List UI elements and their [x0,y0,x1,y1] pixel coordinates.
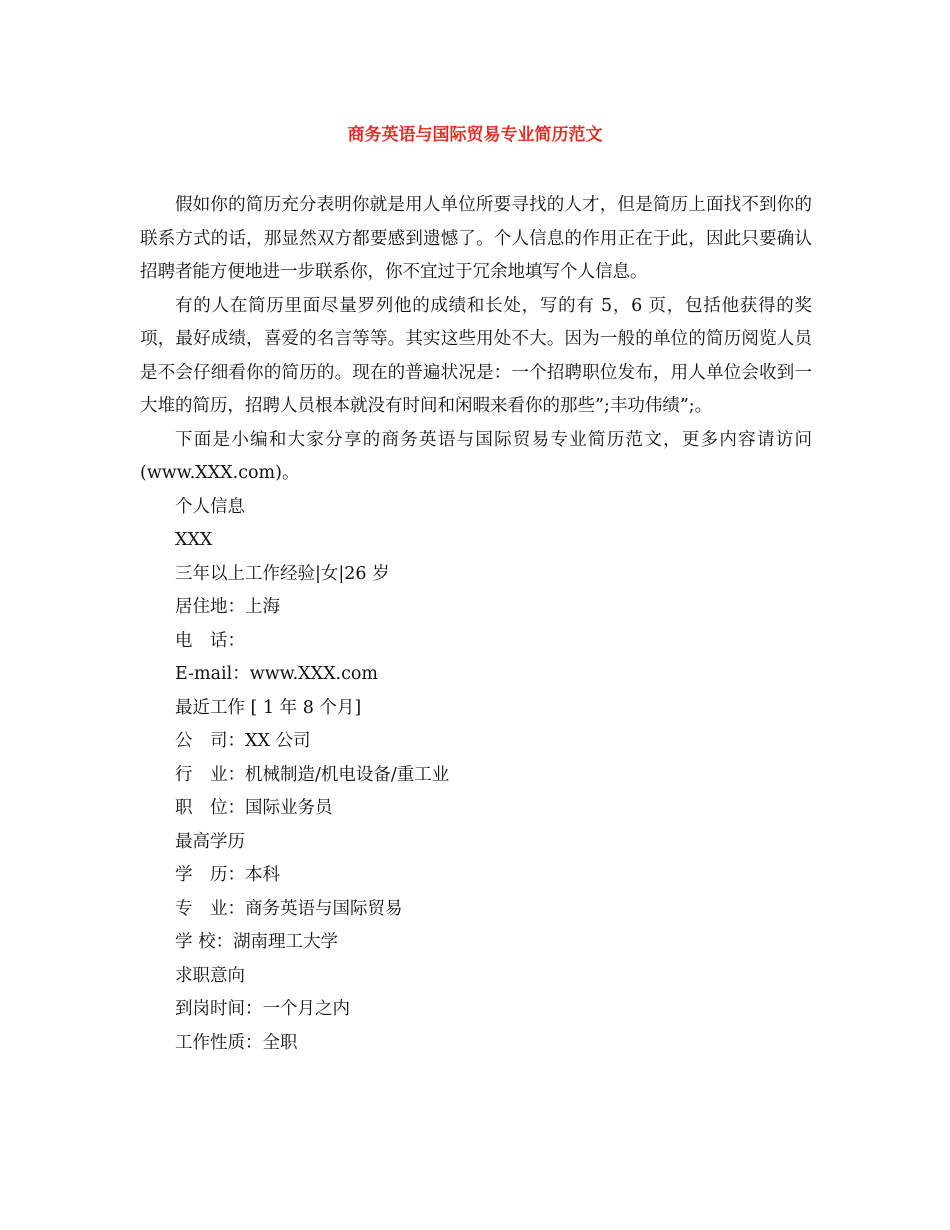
line-experience-gender-age: 三年以上工作经验|女|26 岁 [175,563,390,584]
section-heading-personal-info: 个人信息 [175,496,245,517]
line-degree: 学 历：本科 [175,865,280,885]
line-company: 公 司：XX 公司 [175,731,311,751]
line-school: 学 校：湖南理工大学 [175,932,339,952]
paragraph-advice: 有的人在简历里面尽量罗列他的成绩和长处，写的有 5，6 页，包括他获得的奖项，最好成绩，喜爱的名言等等。其实这些用处不大。因为一般的单位的简历阅览人员是不会仔细看你的简历的。现在的普遍状况是：一个招聘职位发布，用人单位会收到一大堆的简历，招聘人员根本就没有时间和闲暇来看你的那些”;丰功伟绩”;。 [140,295,812,416]
document-body [140,189,812,1060]
line-job-type: 工作性质：全职 [175,1032,298,1053]
line-name: XXX [175,530,213,550]
line-position: 职 位：国际业务员 [175,798,333,818]
line-start-time: 到岗时间：一个月之内 [175,999,350,1019]
line-major: 专 业：商务英语与国际贸易 [175,898,403,919]
paragraph-intro: 假如你的简历充分表明你就是用人单位所要寻找的人才，但是简历上面找不到你的联系方式的话，那显然双方都要感到遗憾了。个人信息的作用正在于此，因此只要确认招聘者能方便地进一步联系你，你不宜过于冗余地填写个人信息。 [140,195,812,282]
section-heading-job-intention: 求职意向 [175,965,245,986]
section-heading-education: 最高学历 [175,831,245,852]
line-phone: 电 话： [175,630,245,651]
line-residence: 居住地：上海 [175,597,280,617]
line-email: E-mail：www.XXX.com [175,664,379,684]
line-industry: 行 业：机械制造/机电设备/重工业 [175,764,450,785]
paragraph-share: 下面是小编和大家分享的商务英语与国际贸易专业简历范文，更多内容请访问(www.XXX.com)。 [140,429,812,483]
section-heading-recent-work: 最近工作 [ 1 年 8 个月] [175,697,362,718]
document-title: 商务英语与国际贸易专业简历范文 [347,125,603,145]
